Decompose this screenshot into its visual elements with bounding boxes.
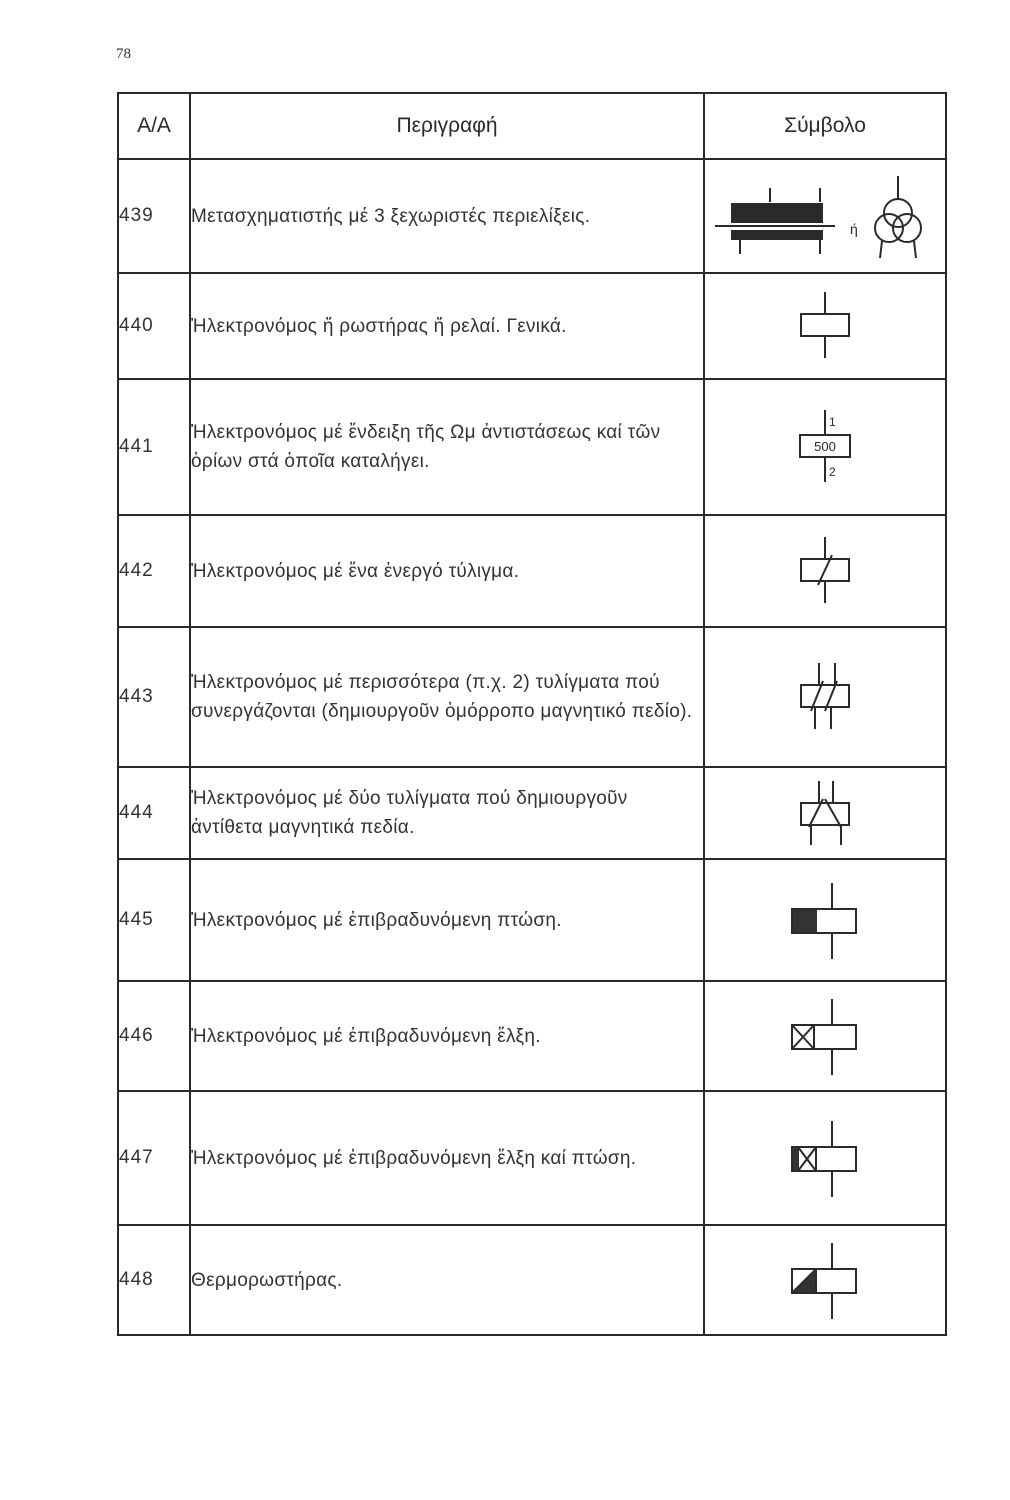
- table-row: [118, 159, 946, 273]
- row-description: Ἠλεκτρονόμος μέ ἐπιβραδυνόμενη πτώση.: [190, 859, 704, 981]
- row-description: Ἠλεκτρονόμος μέ ἐπιβραδυνόμενη ἕλξη.: [190, 981, 704, 1091]
- row-description: Ἠλεκτρονόμος μέ ἔνδειξη τῆς Ωμ ἀντιστάσεως καί τῶν ὁρίων στά ὁποῖα καταλήγει.: [190, 379, 704, 515]
- relay-general-icon: [785, 286, 865, 366]
- table-row: [118, 1225, 946, 1335]
- symbol-cell: [704, 1091, 946, 1225]
- symbols-table: [117, 92, 947, 1336]
- row-number: 448: [118, 1225, 190, 1335]
- row-number: 447: [118, 1091, 190, 1225]
- table-row: [118, 273, 946, 379]
- symbol-cell: [704, 515, 946, 627]
- relay-resistance-icon: [780, 402, 870, 492]
- relay-two-windings-aiding-icon: [785, 657, 865, 737]
- row-description: Ἠλεκτρονόμος μέ ἐπιβραδυνόμενη ἕλξη καί πτώση.: [190, 1091, 704, 1225]
- row-description: Ἠλεκτρονόμος μέ περισσότερα (π.χ. 2) τυλίγματα πού συνεργάζονται (δημιουργοῦν ὁμόρροπο μαγνητικό πεδίο).: [190, 627, 704, 767]
- relay-two-windings-opposing-icon: [785, 773, 865, 853]
- table-row: [118, 767, 946, 859]
- table-row: [118, 515, 946, 627]
- symbol-cell: [704, 379, 946, 515]
- resistance-value: 500: [814, 439, 836, 454]
- table-row: [118, 859, 946, 981]
- symbol-cell: [704, 767, 946, 859]
- row-number: 445: [118, 859, 190, 981]
- or-label: ή: [850, 221, 858, 237]
- row-number: 446: [118, 981, 190, 1091]
- symbol-cell: [704, 981, 946, 1091]
- row-number: 441: [118, 379, 190, 515]
- table-header-row: [118, 93, 946, 159]
- symbol-cell: [704, 627, 946, 767]
- row-number: 439: [118, 159, 190, 273]
- header-aa: Α/Α: [118, 93, 190, 159]
- symbol-cell: [704, 159, 946, 273]
- terminal-1-label: 1: [829, 415, 836, 429]
- relay-one-winding-icon: [785, 531, 865, 611]
- transformer-3-windings-icon: [710, 166, 940, 266]
- thermal-relay-icon: [780, 1235, 870, 1325]
- row-number: 443: [118, 627, 190, 767]
- header-description: Περιγραφή: [190, 93, 704, 159]
- row-description: Μετασχηματιστής μέ 3 ξεχωριστές περιελίξεις.: [190, 159, 704, 273]
- symbol-cell: [704, 1225, 946, 1335]
- row-number: 444: [118, 767, 190, 859]
- relay-slow-operate-icon: [780, 991, 870, 1081]
- table-row: [118, 981, 946, 1091]
- header-symbol: Σύμβολο: [704, 93, 946, 159]
- symbol-cell: [704, 859, 946, 981]
- row-description: Ἠλεκτρονόμος μέ ἕνα ἐνεργό τύλιγμα.: [190, 515, 704, 627]
- row-number: 440: [118, 273, 190, 379]
- row-description: Ἠλεκτρονόμος ἤ ρωστήρας ἤ ρελαί. Γενικά.: [190, 273, 704, 379]
- row-number: 442: [118, 515, 190, 627]
- table-row: [118, 379, 946, 515]
- relay-slow-release-icon: [780, 875, 870, 965]
- row-description: Θερμορωστήρας.: [190, 1225, 704, 1335]
- table-row: [118, 1091, 946, 1225]
- table-row: [118, 627, 946, 767]
- page-number: 78: [116, 46, 131, 62]
- row-description: Ἠλεκτρονόμος μέ δύο τυλίγματα πού δημιουργοῦν ἀντίθετα μαγνητικά πεδία.: [190, 767, 704, 859]
- terminal-2-label: 2: [829, 465, 836, 479]
- symbol-cell: [704, 273, 946, 379]
- relay-slow-operate-release-icon: [780, 1113, 870, 1203]
